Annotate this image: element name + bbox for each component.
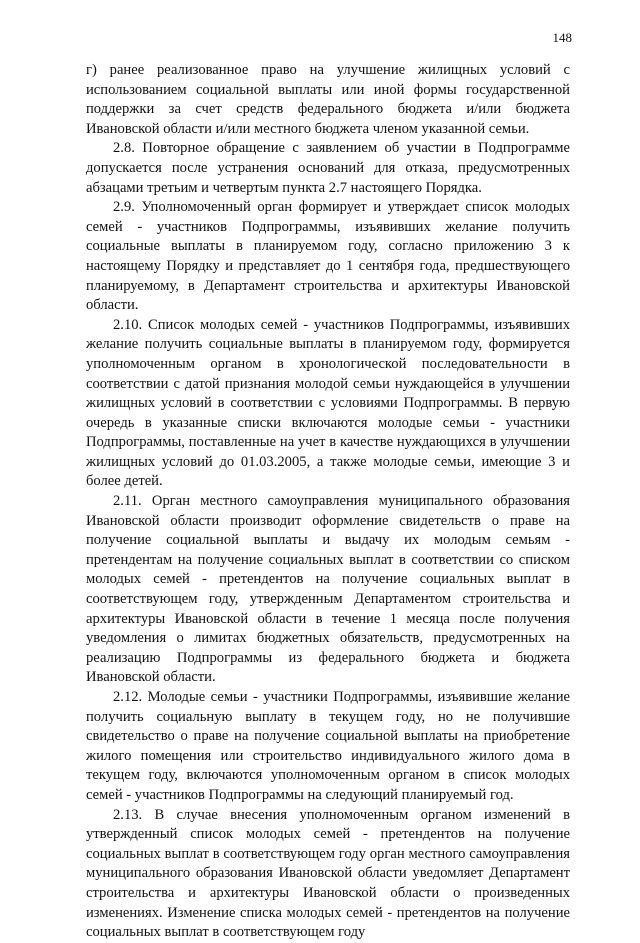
paragraph-2-13: 2.13. В случае внесения уполномоченным органом изменений в утвержденный список молодых семей - претендентов на получение социальных выплат в соответствующем году орган местного самоуправления муниципального образования Ивановской области уведомляет Департамент строительства и архитектуры Ивановской области о произведенных изменениях. Изменение списка молодых семей - претендентов на получение социальных выплат в соответствующем году: [86, 806, 570, 941]
paragraph-item-g: г) ранее реализованное право на улучшение жилищных условий с использованием социальной выплаты или иной формы государственной поддержки за счет средств федерального бюджета и/или бюджета Ивановской области и/или местного бюджета членом указанной семьи.: [86, 62, 570, 137]
document-body: [86, 61, 570, 943]
paragraph-2-8: 2.8. Повторное обращение с заявлением об участии в Подпрограмме допускается после устранения оснований для отказа, предусмотренных абзацами третьим и четвертым пункта 2.7 настоящего Порядка.: [86, 140, 570, 196]
paragraph-2-12: 2.12. Молодые семьи - участники Подпрограммы, изъявившие желание получить социальную выплату в текущем году, но не получившие свидетельство о праве на получение социальной выплаты на приобретение жилого помещения или строительство индивидуального жилого дома в текущем году, включаются уполномоченным органом в список молодых семей - участников Подпрограммы на следующий планируемый год.: [86, 689, 570, 803]
paragraph-2-11: 2.11. Орган местного самоуправления муниципального образования Ивановской области производит оформление свидетельств о праве на получение социальной выплаты и выдачу их молодым семьям - претендентам на получение социальных выплат в соответствии со списком молодых семей - претендентов на получение социальных выплат в соответствующем году, утвержденным Департаментом строительства и архитектуры Ивановской области в течение 1 месяца после получения уведомления о лимитах бюджетных обязательств, предусмотренных на реализацию Подпрограммы из федерального бюджета и бюджета Ивановской области.: [86, 493, 570, 686]
paragraph-2-9: 2.9. Уполномоченный орган формирует и утверждает список молодых семей - участников Подпрограммы, изъявивших желание получить социальные выплаты в планируемом году, согласно приложению 3 к настоящему Порядку и представляет до 1 сентября года, предшествующего планируемому, в Департамент строительства и архитектуры Ивановской области.: [86, 199, 570, 314]
paragraph-2-10: 2.10. Список молодых семей - участников Подпрограммы, изъявивших желание получить социальные выплаты в планируемом году, формируется уполномоченным органом в хронологической последовательности в соответствии с датой признания молодой семьи нуждающейся в улучшении жилищных условий в соответствии с условиями Подпрограммы. В первую очередь в указанные списки включаются молодые семьи - участники Подпрограммы, поставленные на учет в качестве нуждающихся в улучшении жилищных условий до 01.03.2005, а также молодые семьи, имеющие 3 и более детей.: [86, 316, 570, 490]
page-number: 148: [552, 30, 572, 45]
